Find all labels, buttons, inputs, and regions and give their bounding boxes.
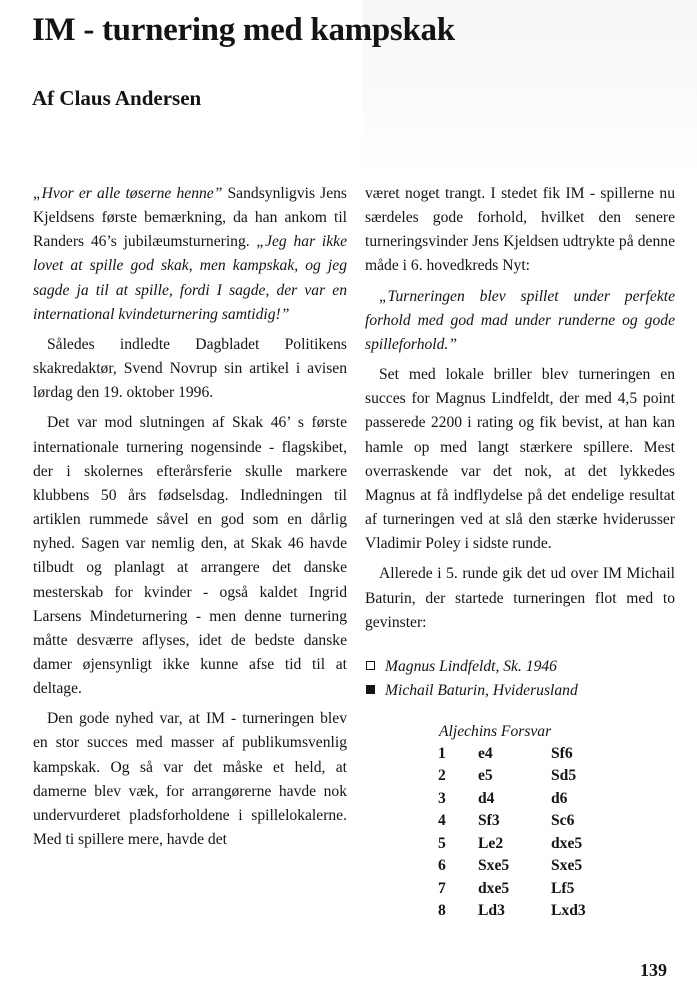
move-number: 5 (438, 834, 446, 852)
black-move: Lxd3 (551, 902, 586, 920)
move-row (438, 900, 611, 923)
move-row (438, 810, 611, 833)
move-row (438, 855, 611, 878)
game-players (365, 655, 675, 703)
quote-conditions: „Turneringen blev spillet under perfekte forhold med god mad under runderne og gode spilleforhold.” (365, 287, 675, 353)
white-move: Ld3 (478, 902, 505, 920)
paragraph-round-five: Allerede i 5. runde gik det ud over IM Michail Baturin, der startede turneringen flot med to gevinster: (365, 565, 675, 631)
move-list (438, 743, 611, 923)
white-player (365, 655, 675, 679)
move-number: 8 (438, 902, 446, 920)
black-move: Sxe5 (551, 857, 583, 875)
white-square-icon (366, 661, 375, 670)
article-title: IM - turnering med kampskak (32, 12, 455, 48)
left-column (33, 182, 347, 858)
intro-text: Sandsynligvis Jens Kjeldsens første bemærkning, da han ankom til Randers 46’s jubilæumsturnering. (33, 185, 347, 251)
move-number: 1 (438, 744, 446, 762)
paragraph-conditions: været noget trangt. I stedet fik IM - spillerne nu særdeles gode forhold, hvilket den senere turneringsvinder Jens Kjeldsen udtrykte på denne måde i 6. hovedkreds Nyt: (365, 185, 675, 275)
move-number: 6 (438, 857, 446, 875)
black-square-icon (366, 685, 375, 694)
black-move: Lf5 (551, 879, 575, 897)
white-move: e5 (478, 767, 493, 785)
paragraph-good-news: Den gode nyhed var, at IM - turneringen blev en stor succes med masser af publikumsvenlig kampskak. Og så var det måske et held, at damerne blev væk, for arrangørerne havde nok undervurderet pladsforholdene i spillelokalerne. Med ti spillere mere, havde det (33, 710, 347, 849)
white-move: Le2 (478, 834, 504, 852)
move-row (438, 788, 611, 811)
move-row (438, 743, 611, 766)
paragraph-tournament: Det var mod slutningen af Skak 46’ s første internationale turnering nogensinde - flagskibet, der i skolernes efterårsferie skulle markere klubbens 50 års fødselsdag. Indledningen til artiklen rummede såvel en god som en dårlig nyhed. Sagen var nemlig den, at Skak 46 havde tilbudt og planlagt at arrangere det danske mesterskab for kvinder - også kaldet Ingrid Larsens Mindeturnering - men denne turnering måtte desværre aflyses, idet de bedste danske damer øjensynligt ikke kunne afse tid til at deltage. (33, 414, 347, 698)
black-player-name: Michail Baturin, Hviderusland (385, 681, 578, 699)
paragraph-lindfeldt: Set med lokale briller blev turneringen en succes for Magnus Lindfeldt, der med 4,5 point passerede 2200 i rating og fik bevist, at han kan hamle op med langt stærkere spillere. Mest overraskende var det nok, at det lykkedes Magnus at få indflydelse på det endelige resultat af turneringen ved at slå den stærke hviderusser Vladimir Poley i sidste runde. (365, 366, 675, 553)
white-move: e4 (478, 744, 493, 762)
right-column (365, 182, 675, 923)
move-number: 2 (438, 767, 446, 785)
white-move: Sf3 (478, 812, 500, 830)
page-number: 139 (640, 960, 667, 980)
paragraph-politiken: Således indledte Dagbladet Politikens skakredaktør, Svend Novrup sin artikel i avisen lørdag den 19. oktober 1996. (33, 335, 347, 402)
opening-name: Aljechins Forsvar (439, 722, 552, 740)
white-move: dxe5 (478, 879, 510, 897)
quote-opening: „Hvor er alle tøserne henne” (33, 185, 223, 202)
white-move: d4 (478, 789, 495, 807)
move-row (438, 765, 611, 788)
move-number: 7 (438, 879, 446, 897)
move-number: 3 (438, 789, 446, 807)
move-row (438, 878, 611, 901)
black-move: dxe5 (551, 834, 583, 852)
move-number: 4 (438, 812, 446, 830)
paragraph-intro (33, 182, 347, 327)
quote-kjeldsen: „Jeg har ikke lovet at spille god skak, men kampskak, og jeg sagde ja til at spille, fordi I sagde, der var en international kvindeturnering samtidig!” (33, 233, 347, 323)
white-move: Sxe5 (478, 857, 510, 875)
white-player-name: Magnus Lindfeldt, Sk. 1946 (385, 657, 557, 675)
black-move: Sf6 (551, 744, 573, 762)
black-move: d6 (551, 789, 568, 807)
move-row (438, 833, 611, 856)
article-byline: Af Claus Andersen (32, 86, 202, 110)
black-player (365, 679, 675, 703)
black-move: Sc6 (551, 812, 575, 830)
black-move: Sd5 (551, 767, 577, 785)
